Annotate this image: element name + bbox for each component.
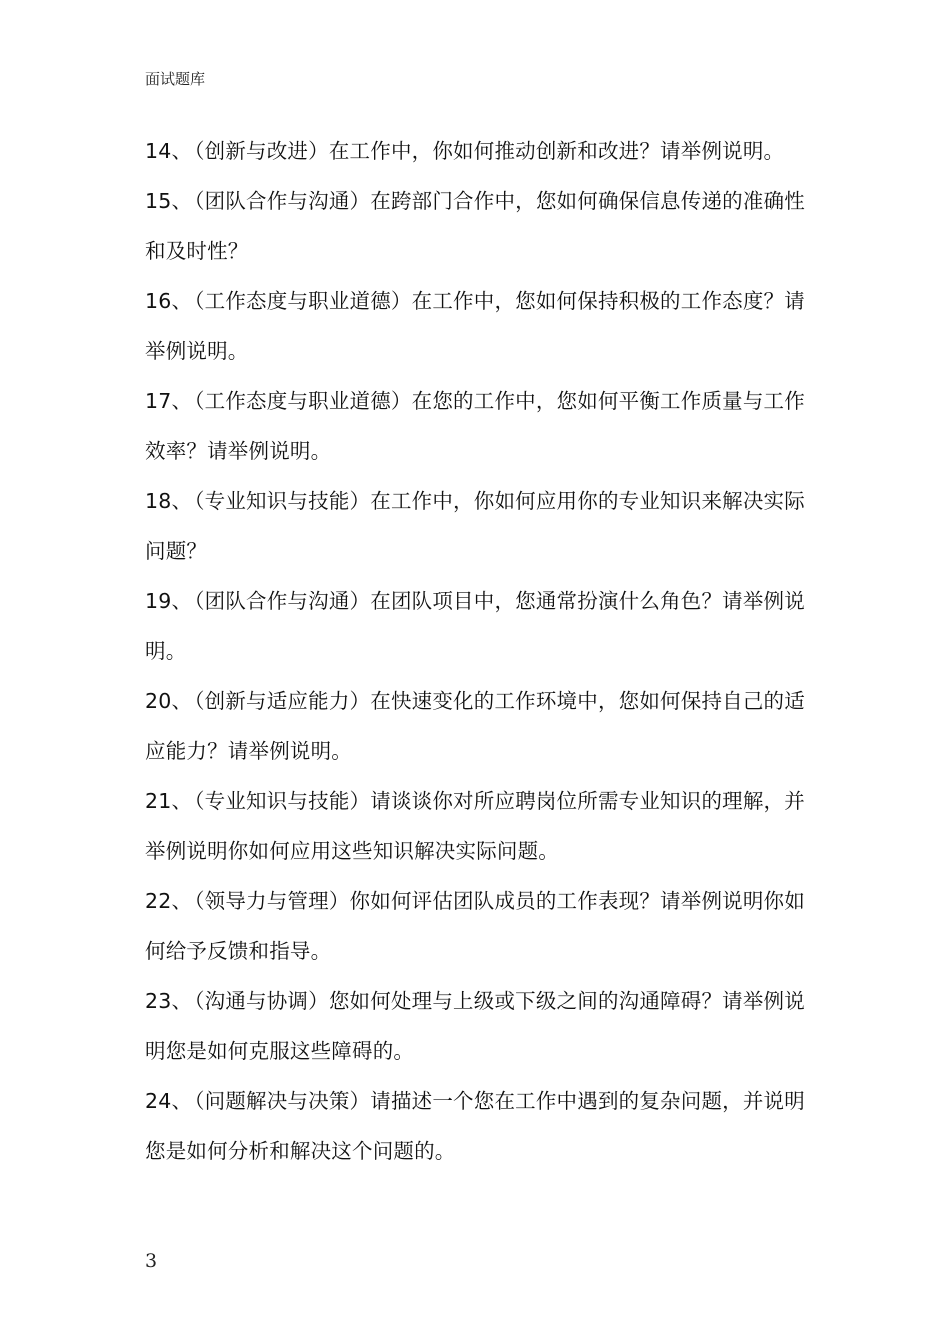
question-item [145, 376, 807, 476]
question-item [145, 276, 807, 376]
question-text: 在工作中，你如何推动创新和改进？请举例说明。 [328, 139, 785, 163]
question-item [145, 776, 807, 876]
question-number: 15、 [145, 189, 193, 213]
question-category: （专业知识与技能） [194, 789, 371, 813]
question-category: （工作态度与职业道德） [194, 389, 412, 413]
question-number: 22、 [145, 889, 193, 913]
question-text: 请谈谈你对所应聘岗位所需专业知识的理解，并举例说明你如何应用这些知识解决实际问题。 [145, 789, 805, 863]
question-number: 21、 [145, 789, 193, 813]
question-number: 16、 [145, 289, 193, 313]
question-text: 在工作中，你如何应用你的专业知识来解决实际问题？ [145, 489, 805, 563]
question-category: （领导力与管理） [194, 889, 350, 913]
question-category: （创新与适应能力） [194, 689, 371, 713]
question-text: 请描述一个您在工作中遇到的复杂问题，并说明您是如何分析和解决这个问题的。 [145, 1089, 805, 1163]
question-list [145, 126, 807, 1176]
question-number: 23、 [145, 989, 193, 1013]
question-item [145, 476, 807, 576]
question-category: （团队合作与沟通） [194, 189, 371, 213]
question-item [145, 1076, 807, 1176]
question-number: 24、 [145, 1089, 193, 1113]
question-category: （团队合作与沟通） [194, 589, 371, 613]
question-item [145, 976, 807, 1076]
page-header: 面试题库 [145, 70, 206, 88]
question-item [145, 176, 807, 276]
question-item [145, 126, 807, 176]
question-category: （沟通与协调） [194, 989, 329, 1013]
question-text: 在工作中，您如何保持积极的工作态度？请举例说明。 [145, 289, 805, 363]
question-number: 20、 [145, 689, 193, 713]
question-number: 17、 [145, 389, 193, 413]
question-item [145, 876, 807, 976]
question-number: 14、 [145, 139, 193, 163]
question-item [145, 676, 807, 776]
question-item [145, 576, 807, 676]
question-text: 在快速变化的工作环境中，您如何保持自己的适应能力？请举例说明。 [145, 689, 805, 763]
page-number: 3 [145, 1250, 158, 1272]
question-category: （问题解决与决策） [194, 1089, 371, 1113]
question-text: 您如何处理与上级或下级之间的沟通障碍？请举例说明您是如何克服这些障碍的。 [145, 989, 805, 1063]
question-number: 18、 [145, 489, 193, 513]
question-text: 在跨部门合作中，您如何确保信息传递的准确性和及时性？ [145, 189, 805, 263]
question-category: （工作态度与职业道德） [194, 289, 412, 313]
question-text: 你如何评估团队成员的工作表现？请举例说明你如何给予反馈和指导。 [145, 889, 805, 963]
question-number: 19、 [145, 589, 193, 613]
question-text: 在团队项目中，您通常扮演什么角色？请举例说明。 [145, 589, 805, 663]
question-text: 在您的工作中，您如何平衡工作质量与工作效率？请举例说明。 [145, 389, 805, 463]
question-category: （专业知识与技能） [194, 489, 371, 513]
question-category: （创新与改进） [194, 139, 329, 163]
